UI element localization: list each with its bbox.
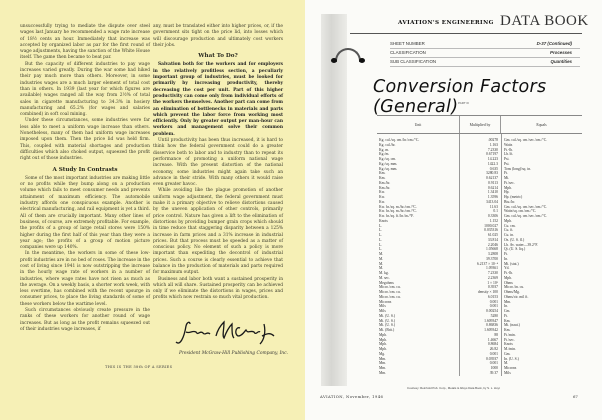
series-note: THIS IS THE 58th OF A SERIES [105,365,173,369]
cell-equals: Psi. [504,157,510,161]
meta-value: Processes [550,50,572,55]
cell-multiplier: 0.001 [489,304,498,309]
binder-ring-icon [335,48,361,62]
cell-multiplier: 1.3410 [487,190,498,195]
cell-multiplier: 14.223 [487,157,498,161]
cell-multiplier: 39.37 [489,370,498,375]
header-rule [350,33,582,34]
section-heading: What To Do? [198,53,238,60]
paragraph: Such circumstances obviously create pressure in the ranks of these workers for another round of wage increases. But as long as the profit remains squeezed out of their industries wage increases, if [20,308,150,332]
cell-unit: Micro./cm. cu. [379,294,401,299]
paragraph: Until productivity has been thus increased, it is hard to think how the federal government could do a greater disservice both to labor and to industry than to repeat its performance of promoting a uniform national wage increase. With the present distortion of the national economy, some industries might again take such an advance in their stride. With many others it would raise even greater havoc. [153,138,283,188]
cell-equals: Micro./in. cu. [504,285,525,290]
cell-multiplier: .00278 [487,138,498,142]
cell-multiplier: 0.3306 [487,214,498,218]
cell-equals: Knots [504,342,513,347]
cell-multiplier: 0.62137 [486,176,498,180]
cell-equals: Tons (long)/sq. in. [504,166,531,171]
paragraph: any, must be translated either into higher prices, or, if the government sits tight on the price lid, into losses which will discourage production and ultimately cost workers their jobs. [153,24,283,48]
cell-unit: Mi. (U. S.) [379,313,396,318]
cell-equals: In. [504,304,508,309]
cell-unit: Kg./sq. mm. [379,166,398,171]
cell-unit: Mi. (U. S.) [379,318,396,323]
cell-unit: Kw. hr./sq. ft./hr./in./°F. [379,214,414,218]
cell-multiplier: 0.9113 [487,180,498,185]
cell-equals: Gm. cal./sq. cm./sec./cm./°C. [504,214,548,218]
cell-unit: Kw. hr./sq. m./hr./cm./°C. [379,204,417,209]
cell-multiplier: 1000.027 [484,223,498,228]
cell-multiplier: 0.001 [489,351,498,356]
courtesy-note: Courtesy: Reinhold Pub. Corp., Metals & Alloys Data Book, by S. L. Hoyt [407,386,500,390]
cell-equals: Hp. [504,190,510,195]
cell-unit: Kw. hr./sq. m./hr./cm./°C. [379,209,417,214]
cell-multiplier: 0.001 [489,299,498,304]
cell-unit: Mph. [379,332,387,337]
meta-label: CLASSIFICATION [390,50,426,55]
cell-equals: M./min. [504,347,516,351]
cell-unit: L. [379,237,383,242]
cell-unit: Kg./sq. mm. [379,161,398,166]
cell-equals: Mi. [504,176,510,180]
cell-equals: Ft. [504,313,508,318]
cell-equals: Cu. ft. [504,228,514,233]
cell-unit: L. [379,233,383,237]
meta-label: SUB CLASSIFICATION [390,59,437,64]
header-data-book: DATA BOOK [500,13,589,29]
cell-multiplier: 0.001 [489,361,498,366]
cell-equals: Ft.-lb. [504,271,514,275]
cell-unit: Megohms [379,280,394,285]
cell-unit: Kg. cal./sq. cm./hr./cm./°C. [379,138,420,142]
cell-equals: Ft./sec. [504,180,515,185]
cell-multiplier: 1 × 10⁶ [487,280,498,285]
footer-issue: AVIATION, November, 1946 [320,394,384,399]
cell-equals: Ohms [504,280,513,285]
cell-unit: Kg./sq. cm. [379,157,397,161]
meta-value: Quantities [550,59,572,64]
cell-multiplier: 0.03937 [486,356,498,361]
cell-unit: M. [379,256,384,261]
cell-multiplier: 88 [494,332,498,337]
editorial-column-1 [20,24,150,333]
cell-multiplier: 3.2808 [487,252,498,256]
cell-equals: Ohms/cir. mil ft. [504,294,529,299]
cell-unit: Mph. [379,347,387,351]
column-divider [501,134,502,376]
cell-multiplier: density × 100 [477,290,498,294]
paragraph-bold: Salvation both for the workers and for employers in the relatively profitless section, a peculiarly important group of industries, must be looked for primarily by increasing productivity, thereby decreasing the cost per unit. Part of this higher productivity can come only from individual efforts of the workers themselves. Another part can come from an elimination of bottlenecks in materials and parts which prevent the labor force from working most efficiently. Only by greater output per man-hour can workers and management solve their common problem. [153,62,283,137]
cell-multiplier: 6.0153 [487,294,498,299]
cell-unit: Mils [379,309,386,313]
cell-equals: M. [504,361,509,366]
paragraph: Business and labor both want a sustained prosperity in which all will share. Sustained prosperity can be achieved only if we eliminate the distortions in wages, prices and profits which now restrain so much vital production. [153,276,283,301]
cell-unit: M. [379,261,384,266]
signature-image [170,318,280,348]
ring-hole-icon [331,58,337,63]
cell-unit: Mi. (Brit.) [379,328,395,332]
cell-equals: Yd. [504,266,510,271]
cell-equals: Watts/sq. cm./cm./°C. [504,209,537,214]
cell-equals: Gm. cal./sq. cm./sec./cm./°C. [504,138,548,142]
section-heading: A Study In Contrasts [52,166,118,173]
cell-multiplier: 3413.04 [486,199,498,204]
cell-multiplier: 1.609347 [484,318,498,323]
cell-equals: Ft. [504,171,508,176]
cell-multiplier: 2.2046 [487,242,498,247]
cell-unit: Kw. [379,199,386,204]
cell-unit: L. [379,228,383,233]
paragraph: unsuccessfully trying to mediate the dispute over steel wages last January he recommended a wage rate increase of 18½ cents an hour. Immediately that increase was accepted by organized labor as par for the first round of wage adjustments, having the sanction of the White House itself. The game then became to beat par. [20,24,150,61]
cell-equals: Ft. [504,252,508,256]
cell-equals: Cu. in. [504,233,514,237]
cell-equals: Mils [504,370,511,375]
column-header-equals: Equals [536,122,547,127]
cell-unit: Kg. cal./hr. [379,142,396,147]
paragraph: While avoiding like the plague promotion of another uniform wage adjustment, the federal government must make it a primary objective to relieve distortions caused by the uneven application of other controls, primarily price control. Nature has given a lift to the elimination of distortions by providing bumper grain crops which should in time reduce that staggering disparity between a 125% increase in farm prices and a 31% increase in industrial prices. But that process must be speeded as a matter of conscious policy. No element of such a policy is more important than expediting the decontrol of industrial prices. Such a course is clearly essential to achieve that balance in the production of materials and parts required for maximum output. [153,188,283,276]
ring-hole-icon [359,58,365,63]
editorial-column-2 [153,24,283,302]
cell-multiplier: 0.00254 [486,309,498,313]
cell-equals: Mph. [504,275,512,280]
cell-unit: Knots [379,218,388,223]
cell-multiplier: 1000 [490,366,498,370]
cell-equals: Gm. cal./sq. cm./sec./cm./°C. [504,204,548,209]
paragraph: But the capacity of different industries to pay wage increases varied greatly. During the war some had hiked their pay much more than others. Moreover, in some industries wages are a much larger element of total cost than in others. In 1939 (last year for which figures are available) wages ranged all the way from 2½% of total sales in cigarette manufacturing to 34.3% in hosiery manufacturing and 65.2% (for wages and salaries combined) in soft coal mining. [20,61,150,118]
table-header [377,115,582,134]
cell-unit: Mm. [379,366,387,370]
cell-equals: Ft./min. [504,332,516,337]
cell-unit: Km. [379,176,386,180]
cell-unit: Km./hr. [379,180,391,185]
cell-unit: Mm. [379,361,387,366]
cell-equals: Lb. Av. water—39.2°F. [504,242,539,247]
cell-multiplier: 1.4667 [487,337,498,342]
cell-unit: Mm. [379,370,387,375]
cell-unit: Kw. [379,190,386,195]
cell-equals: Ohms/Mg. [504,290,520,294]
cell-multiplier: 0.3937 [487,285,498,290]
data-book-page [305,0,602,420]
cell-unit: Km./hr. [379,185,391,190]
conversion-table [377,115,582,376]
cell-equals: Mi. (naut.) [504,323,520,328]
cell-equals: Mm. [504,299,512,304]
cell-unit: Micro./cm. cu. [379,285,401,290]
column-divider [459,134,460,376]
meta-label: SHEET NUMBER [390,41,425,46]
page-title: Conversion Factors (General) [373,77,547,117]
cell-unit: Km. [379,171,386,176]
cell-multiplier: 26.82 [489,347,498,351]
cell-unit: L. [379,242,383,247]
part-label: PART III [458,101,470,105]
cell-multiplier: 0.1 [493,209,498,214]
cell-unit: L. [379,223,383,228]
cell-unit: Kw. [379,195,386,199]
cell-unit: Mph. [379,337,387,342]
cell-multiplier: 1.09361 [486,266,498,271]
cell-multiplier: 0.86836 [486,323,498,328]
meta-classification [390,50,580,58]
meta-sheet-number [390,41,580,49]
cell-equals: Qt. (U. S. liq.) [504,247,526,252]
cell-unit: Kg./m. [379,152,390,157]
cell-multiplier: 0.67197 [486,152,498,157]
cell-multiplier: 61.025 [487,233,498,237]
cell-equals: Ft.-lb. [504,147,514,152]
meta-value: D-37 (Continued) [536,41,572,46]
cell-multiplier: 2.2369 [487,275,498,280]
cell-unit: M. kg. [379,271,389,275]
page-number: 67 [573,394,578,399]
column-header-multiplier: Multiplied by [459,116,501,133]
table-body [377,134,582,376]
cell-equals: Km. [504,328,511,332]
cell-multiplier: 1.163 [489,142,498,147]
cell-equals: Lb./ft. [504,152,514,157]
paragraph: Some of the most important industries are making little or no profits while they bump along on a production volume which fails to meet consumer needs and prevents attainment of maximum efficiency. The automobile industry affords one conspicuous example. Another is electrical manufacturing, and rail equipment is yet a third. All of them are crucially important. Many other lines of business, of course, are extremely profitable. For example, the profits of a group of large retail stores were 150% higher during the first half of this year than they were a year ago; the profits of a group of motion picture companies were up 140%. [20,175,150,251]
cell-equals: Mph. [504,218,512,223]
cell-multiplier: 1.609342 [484,328,498,332]
cell-multiplier: 1.3596 [487,195,498,199]
cell-equals: Hp. (metric) [504,195,523,199]
cell-unit: M. sec. [379,275,390,280]
table-row [377,371,582,376]
cell-multiplier: 5280 [490,313,498,318]
cell-multiplier: 0.8684 [487,342,498,347]
cell-multiplier: 39.3700 [486,256,498,261]
cell-multiplier: 1.152 [489,218,498,223]
cell-equals: Cu. cm. [504,223,516,228]
paragraph: In the meantime, the workers in some of these low-profit industries are in no bed of roses. The increase in the cost of living since 1941 is now outstripping the increase in the hourly wage rate of workers in a number of industries, where wage rates have not risen as much as the average. On a weekly basis, a shorter work week, with less overtime, has combined with the recent upsurge in consumer prices, to place the living standards of some of these workers below the wartime level. [20,251,150,307]
cell-unit: Mils [379,304,386,309]
cell-unit: Mi. (U. S.) [379,323,396,328]
cell-multiplier: 1.05668 [486,247,498,252]
cell-multiplier: 3280.83 [486,171,498,176]
signature-title: President McGraw-Hill Publishing Company, Inc. [178,351,288,356]
paragraph: Under these circumstances, some industries were far less able to meet a uniform wage increase than others. Nonetheless, many of them had uniform wage increases imposed upon them. Then the price lid was held firm. This, coupled with material shortages and production difficulties which also choked output, squeezed the profit right out of those industries. [20,118,150,162]
cell-equals: In. (U. S.) [504,356,519,361]
cell-equals: Microns [504,366,517,370]
cell-unit: Micro./cm. cu. [379,290,401,294]
cell-unit: Microns [379,299,392,304]
cell-equals: Ft./sec. [504,337,515,342]
cell-unit: M. [379,266,384,271]
cell-equals: Mi. (stat.) [504,261,519,266]
cell-equals: Km. [504,318,511,323]
cell-unit: L. [379,247,383,252]
column-header-unit: Unit [414,122,422,127]
cell-equals: Psi. [504,161,510,166]
cell-multiplier: 33.814 [487,237,498,242]
cell-multiplier: 1422.3 [487,161,498,166]
cell-unit: Mg. [379,351,386,356]
cell-unit: Kg. m. [379,147,390,152]
cell-multiplier: 0.6214 [487,185,498,190]
cell-equals: Cm. [504,309,511,313]
cell-equals: Gm. [504,351,511,356]
meta-sub-classification [390,59,580,67]
cell-unit: Mm. [379,356,387,361]
cell-equals: Btu./hr. [504,199,516,204]
cell-equals: Watts [504,142,513,147]
cell-multiplier: 7.2330 [487,147,498,152]
cell-multiplier: 0.035316 [484,228,498,233]
cell-multiplier: 6.2137 × 10⁻⁴ [477,261,498,266]
cell-multiplier: 7.2330 [487,271,498,275]
header-publication: AVIATION'S ENGINEERING [398,20,494,26]
cell-unit: Mph. [379,342,387,347]
cell-multiplier: 0.635 [489,166,498,171]
cell-equals: Oz. (U. S. fl.) [504,237,525,242]
cell-equals: In. [504,256,508,261]
cell-equals: Mph. [504,185,512,190]
cell-unit: M. [379,252,384,256]
binding-strip [321,14,347,386]
cell-multiplier: 11.63 [489,204,498,209]
